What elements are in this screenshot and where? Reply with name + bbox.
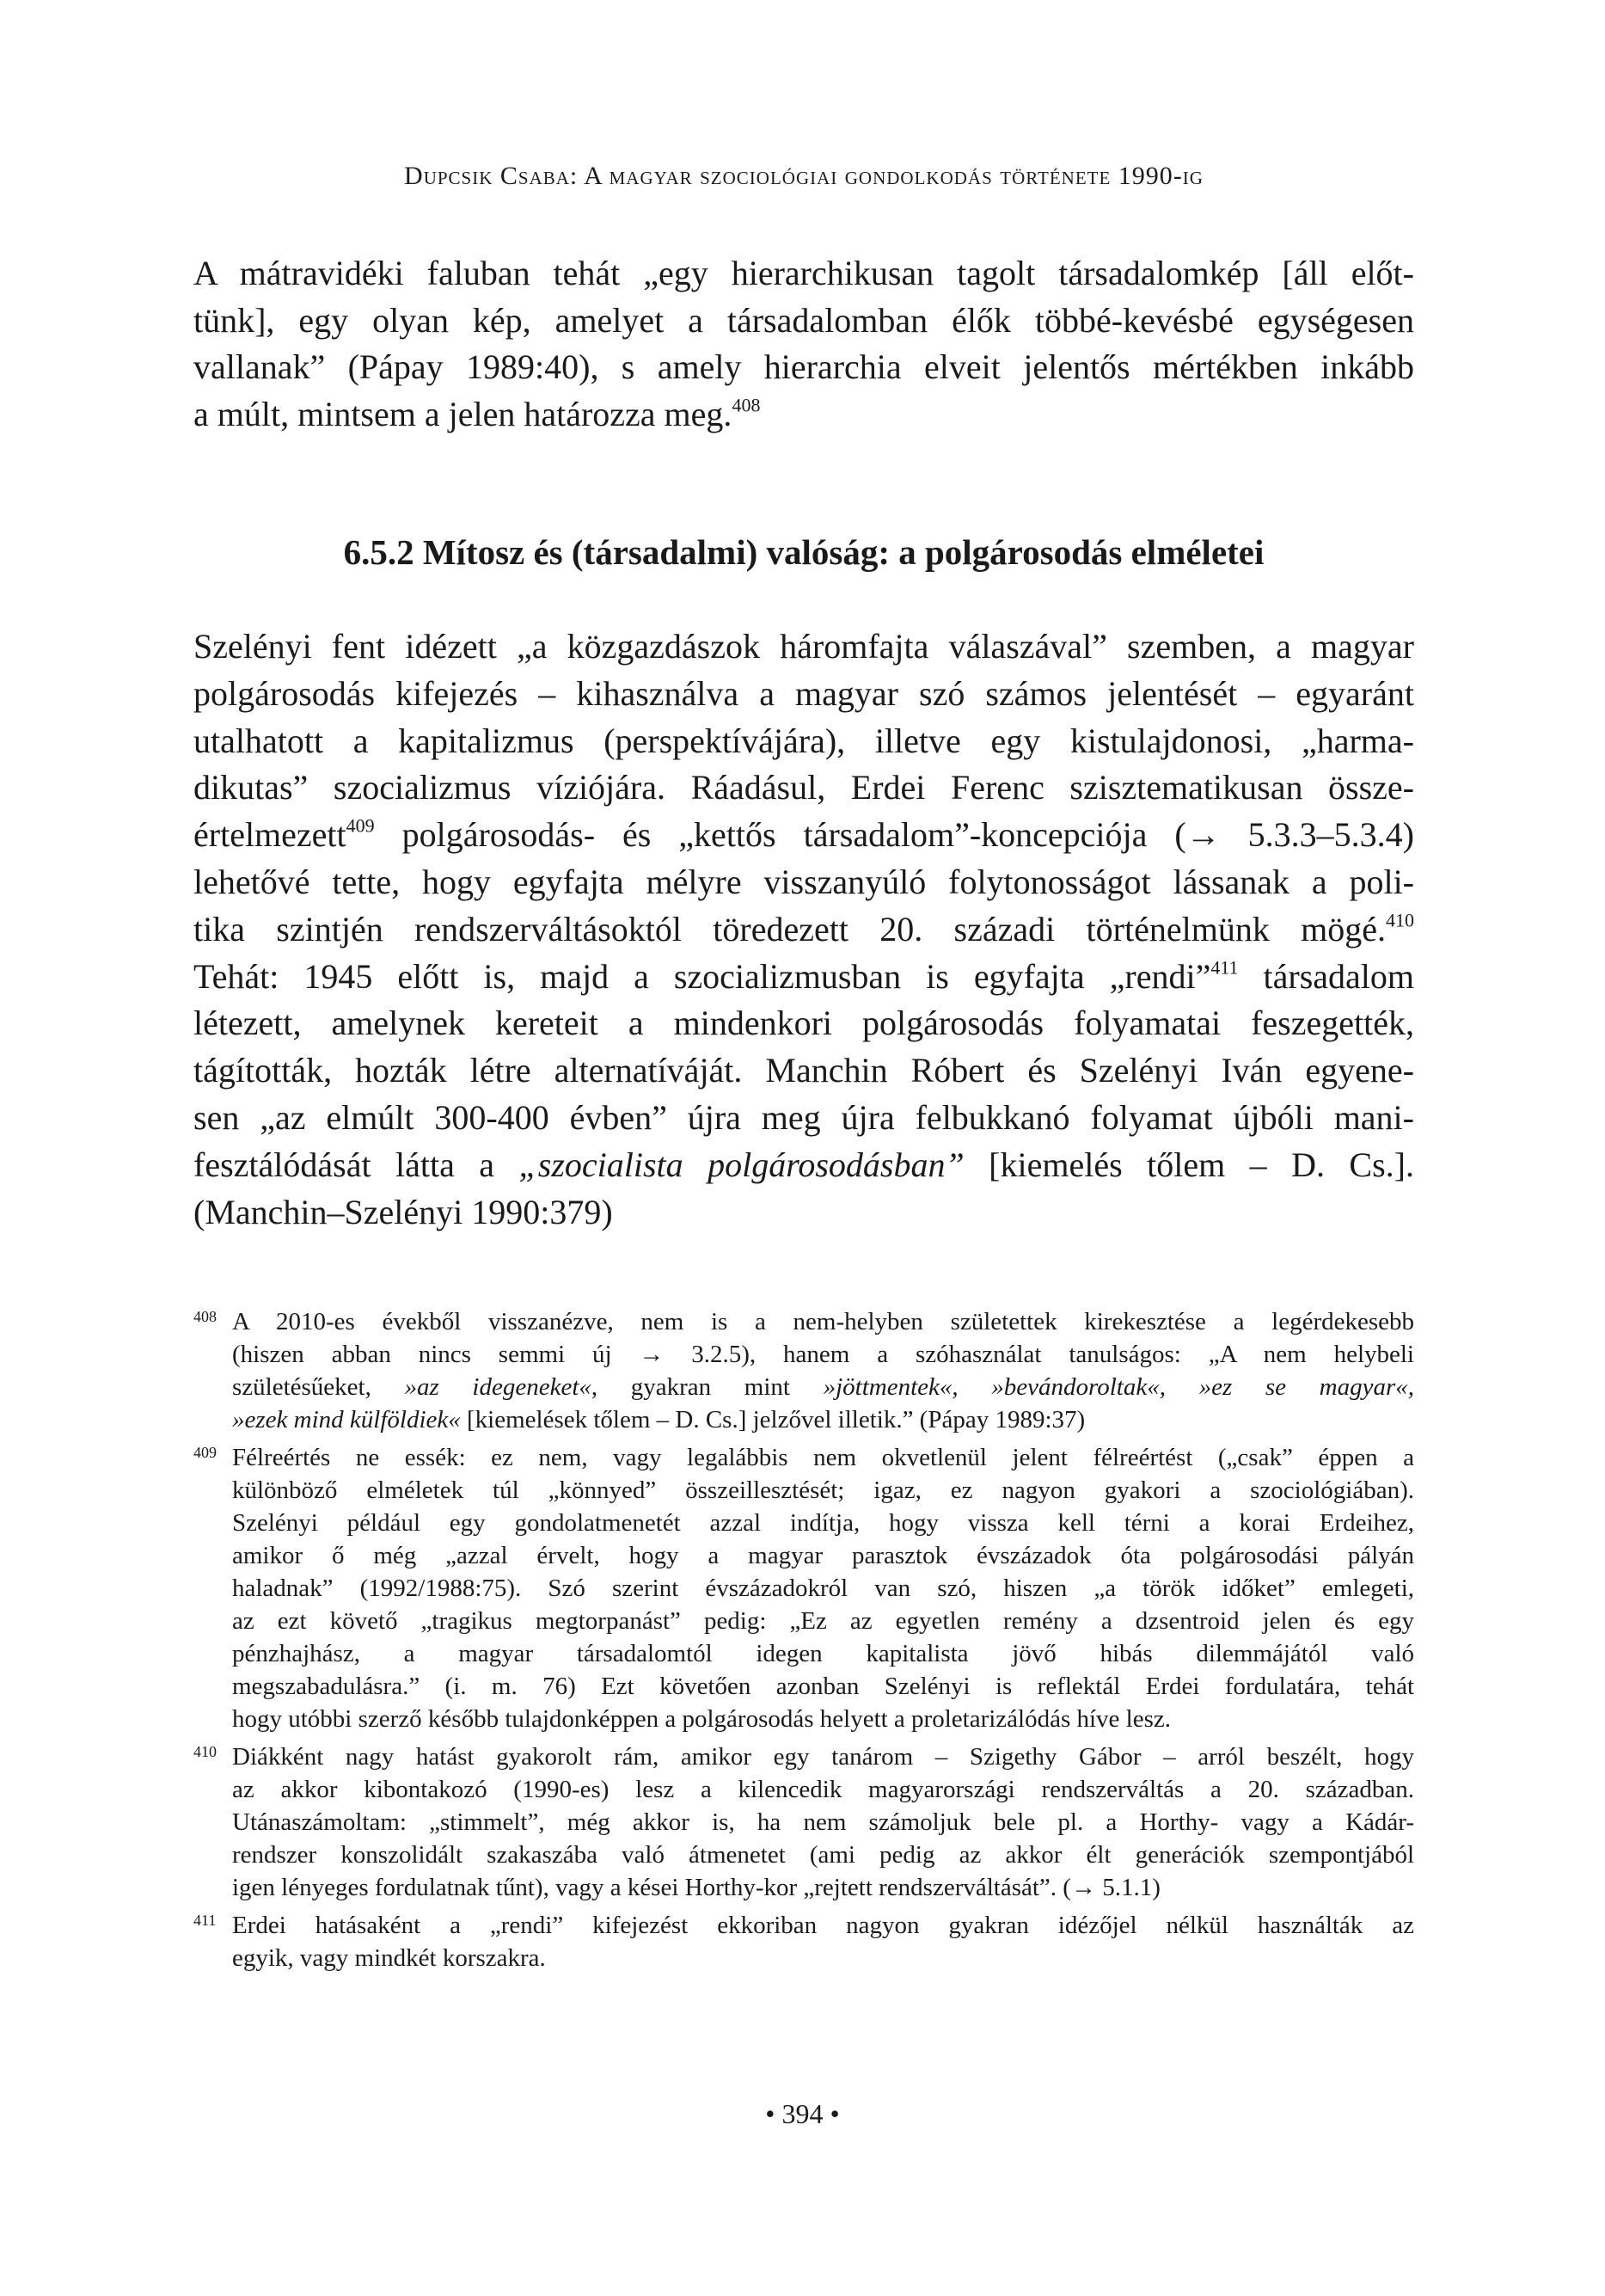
footnote-line: Diákként nagy hatást gyakorolt rám, amikor egy tanárom – Szigethy Gábor – arról beszélt, hogy [232, 1743, 1414, 1771]
footnote-line: hogy utóbbi szerző később tulajdonképpen a polgárosodás helyett a proletarizálódás híve lesz. [232, 1705, 1172, 1733]
footnote-line: haladnak” (1992/1988:75). Szó szerint évszázadokról van szó, hiszen „a török időket” emlegeti, [232, 1575, 1414, 1602]
text-line: Szelényi fent idézett „a közgazdászok háromfajta válaszával” szemben, a magyar [193, 627, 1414, 666]
footnote-line: különböző elméletek túl „könnyed” összeillesztését; igaz, ez nagyon gyakori a szociológiában). [232, 1476, 1414, 1504]
footnotes [193, 1305, 1414, 1980]
text-line: vallanak” (Pápay 1989:40), s amely hierarchia elveit jelentős mértékben inkább [193, 347, 1414, 387]
footnote-line: Erdei hatásaként a „rendi” kifejezést ekkoriban nagyon gyakran idézőjel nélkül használták az [232, 1912, 1414, 1939]
text-line [193, 391, 1414, 439]
footnote-408 [193, 1305, 1414, 1436]
text-fragment: polgárosodás- és „kettős társadalom”-koncepciója (→ 5.3.3–5.3.4) [374, 815, 1414, 855]
text-line: sen „az elmúlt 300-400 évben” újra meg újra felbukkanó folyamat újbóli mani- [193, 1097, 1414, 1137]
footnote-line: A 2010-es évekből visszanézve, nem is a nem-helyben születettek kirekesztése a legérdekesebb [232, 1308, 1414, 1335]
footnote-line: az ezt követő „tragikus megtorpanást” pedig: „Ez az egyetlen remény a dzsentroid jelen és egy [232, 1607, 1414, 1635]
bullet-icon: • [830, 2098, 840, 2129]
footnote-number: 411 [193, 1912, 217, 1929]
text-line [193, 1142, 1414, 1189]
footnote-line [232, 1403, 1414, 1436]
page-number-value: 394 [781, 2098, 824, 2129]
intro-paragraph [193, 250, 1414, 439]
running-head: Dupcsik Csaba: A magyar szociológiai gondolkodás története 1990-ig [404, 162, 1204, 190]
page-number [0, 2098, 1605, 2130]
footnote-line: pénzhajhász, a magyar társadalomtól idegen kapitalista jövő hibás dilemmájától való [232, 1640, 1414, 1667]
text-line: A mátravidéki faluban tehát „egy hierarchikusan tagolt társadalomkép [áll előt- [193, 254, 1414, 292]
text-line: tünk], egy olyan kép, amelyet a társadalomban élők többé-kevésbé egységesen [193, 300, 1414, 340]
text-line: tágították, hozták létre alternatíváját. Manchin Róbert és Szelényi Iván egyene- [193, 1051, 1414, 1090]
text-fragment: társadalom [1238, 956, 1414, 996]
footnote-line: igen lényeges fordulatnak tűnt), vagy a kései Horthy-kor „rejtett rendszerváltását”. (→ 5.1.1) [232, 1874, 1161, 1901]
footnote-number: 408 [193, 1308, 217, 1325]
footnote-line: Félreértés ne essék: ez nem, vagy legalábbis nem okvetlenül jelent félreértést („csak” éppen a [232, 1444, 1414, 1471]
footnote-ref: 411 [1210, 956, 1239, 979]
text-line: utalhatott a kapitalizmus (perspektívájára), illetve egy kistulajdonosi, „harma- [193, 721, 1414, 760]
footnote-line: megszabadulásra.” (i. m. 76) Ezt követően azonban Szelényi is reflektál Erdei fordulatára, tehát [232, 1673, 1414, 1700]
footnote-411 [193, 1909, 1414, 1974]
footnote-line: amikor ő még „azzal érvelt, hogy a magyar parasztok évszázadok óta polgárosodási pályán [232, 1542, 1414, 1569]
text-fragment: tika szintjén rendszerváltásoktól töredezett 20. századi történelmünk mögé. [193, 909, 1386, 948]
italic-quote: »ezek mind külföldiek« [232, 1406, 461, 1433]
text-fragment: fesztálódását látta a [193, 1145, 519, 1184]
text-fragment: , gyakran mint [591, 1373, 824, 1401]
text-line: (Manchin–Szelényi 1990:379) [193, 1192, 613, 1231]
footnote-line: Szelényi például egy gondolatmenetét azzal indítja, hogy vissza kell térni a korai Erdeihez, [232, 1509, 1414, 1537]
text-fragment: a múlt, mintsem a jelen határozza meg. [193, 395, 732, 434]
text-line: lehetővé tette, hogy egyfajta mélyre visszanyúló folytonosságot lássanak a poli- [193, 862, 1414, 901]
footnote-line: rendszer konszolidált szakaszába való átmenetet (ami pedig az akkor élt generációk szempontjából [232, 1841, 1414, 1869]
text-line: polgárosodás kifejezés – kihasználva a magyar szó számos jelentését – egyaránt [193, 673, 1414, 713]
section-heading: 6.5.2 Mítosz és (társadalmi) valóság: a polgárosodás elméletei [343, 532, 1265, 572]
text-line [193, 906, 1414, 954]
footnote-number: 410 [193, 1743, 217, 1760]
footnote-409 [193, 1441, 1414, 1735]
footnote-line: Utánaszámoltam: „stimmelt”, még akkor is, ha nem számoljuk bele pl. a Horthy- vagy a Kádár- [232, 1808, 1414, 1836]
bullet-icon: • [765, 2098, 775, 2129]
text-fragment: értelmezett [193, 815, 346, 855]
body-paragraph [193, 623, 1414, 1236]
text-fragment: [kiemelések tőlem – D. Cs.] jelzővel illetik.” (Pápay 1989:37) [460, 1406, 1086, 1433]
footnote-ref: 408 [732, 394, 761, 416]
footnote-410 [193, 1740, 1414, 1904]
footnote-line: (hiszen abban nincs semmi új → 3.2.5), hanem a szóhasználat tanulságos: „A nem helybeli [232, 1341, 1414, 1368]
italic-quote: „szocialista polgárosodásban” [518, 1145, 965, 1184]
footnote-number: 409 [193, 1444, 217, 1461]
footnote-line: az akkor kibontakozó (1990-es) lesz a kilencedik magyarországi rendszerváltás a 20. században. [232, 1776, 1414, 1803]
text-line [193, 812, 1414, 859]
text-line: dikutas” szocializmus víziójára. Ráadásul, Erdei Ferenc szisztematikusan össze- [193, 768, 1414, 807]
text-line: létezett, amelynek kereteit a mindenkori polgárosodás folyamatai feszegették, [193, 1004, 1414, 1043]
footnote-line: egyik, vagy mindkét korszakra. [232, 1944, 546, 1972]
footnote-ref: 409 [346, 814, 375, 837]
italic-quote: »jöttmentek«, »bevándoroltak«, »ez se magyar«, [823, 1373, 1414, 1401]
text-fragment: születésűeket, [232, 1373, 405, 1401]
footnote-ref: 410 [1386, 909, 1414, 931]
footnote-line [232, 1371, 1414, 1403]
text-line [193, 954, 1414, 1001]
text-fragment: Tehát: 1945 előtt is, majd a szocializmusban is egyfajta „rendi” [193, 956, 1211, 996]
italic-quote: »az idegeneket« [404, 1373, 591, 1401]
text-fragment: [kiemelés tőlem – D. Cs.]. [964, 1145, 1414, 1184]
